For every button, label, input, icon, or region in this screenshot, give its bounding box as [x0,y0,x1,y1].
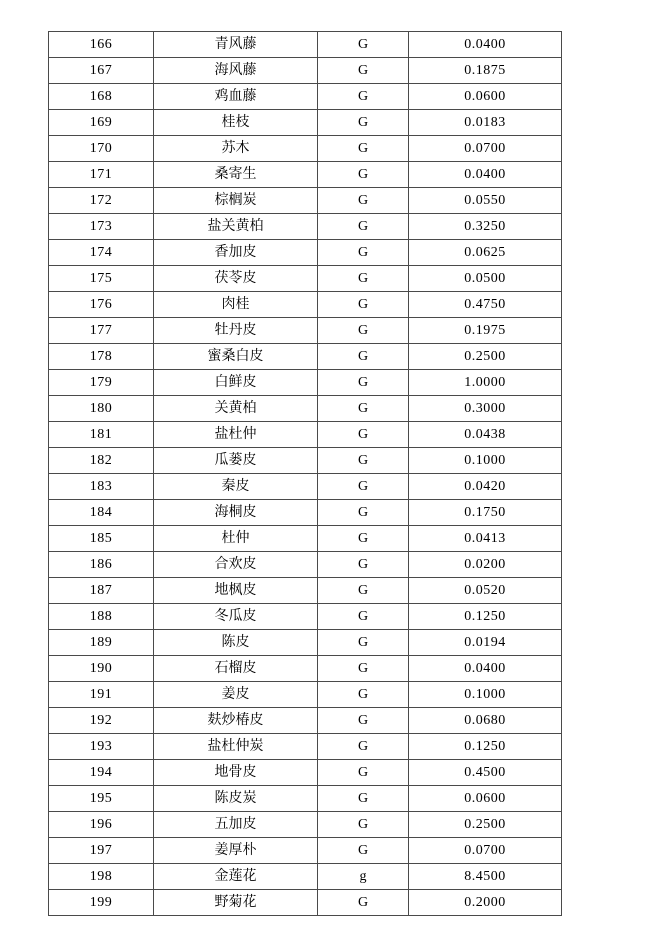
row-herb-name: 地骨皮 [154,760,318,786]
table-row [49,474,562,500]
row-unit: G [318,344,409,370]
row-unit: G [318,422,409,448]
row-value: 0.0600 [409,84,562,110]
row-index: 188 [49,604,154,630]
row-value: 0.1250 [409,604,562,630]
row-herb-name: 地枫皮 [154,578,318,604]
row-unit: G [318,838,409,864]
table-row [49,578,562,604]
herb-price-table [48,31,562,916]
row-value: 0.3250 [409,214,562,240]
table-row [49,786,562,812]
table-row [49,214,562,240]
row-unit: G [318,110,409,136]
row-index: 172 [49,188,154,214]
row-index: 168 [49,84,154,110]
row-value: 0.2000 [409,890,562,916]
row-value: 0.0520 [409,578,562,604]
row-herb-name: 秦皮 [154,474,318,500]
row-unit: G [318,32,409,58]
table-row [49,890,562,916]
row-unit: G [318,630,409,656]
row-herb-name: 关黄柏 [154,396,318,422]
row-index: 176 [49,292,154,318]
row-herb-name: 鸡血藤 [154,84,318,110]
row-index: 175 [49,266,154,292]
row-value: 0.0400 [409,656,562,682]
row-index: 178 [49,344,154,370]
row-herb-name: 瓜蒌皮 [154,448,318,474]
table-row [49,838,562,864]
table-row [49,552,562,578]
row-value: 0.1000 [409,448,562,474]
row-herb-name: 茯苓皮 [154,266,318,292]
row-herb-name: 杜仲 [154,526,318,552]
row-value: 0.4500 [409,760,562,786]
row-index: 173 [49,214,154,240]
row-value: 0.2500 [409,812,562,838]
row-value: 8.4500 [409,864,562,890]
row-unit: G [318,552,409,578]
row-herb-name: 海风藤 [154,58,318,84]
row-unit: G [318,240,409,266]
row-unit: G [318,474,409,500]
row-unit: G [318,604,409,630]
row-unit: G [318,266,409,292]
row-index: 192 [49,708,154,734]
row-index: 187 [49,578,154,604]
row-value: 0.2500 [409,344,562,370]
row-index: 199 [49,890,154,916]
table-row [49,708,562,734]
row-index: 167 [49,58,154,84]
table-row [49,760,562,786]
table-row [49,396,562,422]
row-unit: G [318,526,409,552]
row-value: 0.1750 [409,500,562,526]
row-unit: G [318,162,409,188]
row-herb-name: 盐杜仲炭 [154,734,318,760]
row-herb-name: 姜厚朴 [154,838,318,864]
row-index: 169 [49,110,154,136]
row-herb-name: 牡丹皮 [154,318,318,344]
row-herb-name: 桑寄生 [154,162,318,188]
row-index: 185 [49,526,154,552]
row-unit: G [318,890,409,916]
row-index: 170 [49,136,154,162]
row-herb-name: 金莲花 [154,864,318,890]
table-row [49,136,562,162]
row-herb-name: 合欢皮 [154,552,318,578]
row-herb-name: 麸炒椿皮 [154,708,318,734]
row-herb-name: 野菊花 [154,890,318,916]
row-index: 183 [49,474,154,500]
row-index: 197 [49,838,154,864]
table-row [49,318,562,344]
row-unit: G [318,656,409,682]
row-herb-name: 肉桂 [154,292,318,318]
row-index: 186 [49,552,154,578]
row-value: 0.0400 [409,32,562,58]
row-index: 174 [49,240,154,266]
row-index: 191 [49,682,154,708]
row-value: 0.0194 [409,630,562,656]
row-herb-name: 海桐皮 [154,500,318,526]
row-index: 184 [49,500,154,526]
row-value: 0.1250 [409,734,562,760]
row-value: 0.0680 [409,708,562,734]
row-index: 198 [49,864,154,890]
table-row [49,604,562,630]
row-herb-name: 蜜桑白皮 [154,344,318,370]
row-value: 0.0438 [409,422,562,448]
row-value: 0.0600 [409,786,562,812]
table-row [49,240,562,266]
table-row [49,110,562,136]
table-row [49,422,562,448]
row-unit: G [318,292,409,318]
table-row [49,500,562,526]
row-value: 0.1975 [409,318,562,344]
row-unit: G [318,214,409,240]
row-unit: G [318,578,409,604]
table-row [49,32,562,58]
table-row [49,188,562,214]
table-row [49,58,562,84]
row-herb-name: 姜皮 [154,682,318,708]
row-value: 0.3000 [409,396,562,422]
row-value: 0.0183 [409,110,562,136]
row-herb-name: 石榴皮 [154,656,318,682]
row-value: 0.0200 [409,552,562,578]
table-row [49,630,562,656]
table-row [49,864,562,890]
row-herb-name: 苏木 [154,136,318,162]
row-index: 171 [49,162,154,188]
row-unit: G [318,188,409,214]
row-index: 182 [49,448,154,474]
row-value: 0.0700 [409,838,562,864]
table-row [49,266,562,292]
row-index: 193 [49,734,154,760]
row-index: 196 [49,812,154,838]
row-value: 0.0400 [409,162,562,188]
row-herb-name: 五加皮 [154,812,318,838]
row-value: 0.1000 [409,682,562,708]
table-row [49,344,562,370]
herb-price-table-body [49,32,562,916]
row-value: 0.1875 [409,58,562,84]
row-value: 0.0700 [409,136,562,162]
table-row [49,370,562,396]
row-unit: G [318,318,409,344]
row-value: 0.0550 [409,188,562,214]
row-index: 190 [49,656,154,682]
row-value: 0.0420 [409,474,562,500]
row-unit: G [318,448,409,474]
table-row [49,292,562,318]
row-value: 0.4750 [409,292,562,318]
row-unit: G [318,682,409,708]
row-unit: G [318,84,409,110]
row-herb-name: 桂枝 [154,110,318,136]
row-index: 181 [49,422,154,448]
row-index: 166 [49,32,154,58]
row-unit: G [318,786,409,812]
table-row [49,682,562,708]
row-value: 0.0625 [409,240,562,266]
row-index: 179 [49,370,154,396]
table-row [49,734,562,760]
table-row [49,526,562,552]
row-index: 189 [49,630,154,656]
row-herb-name: 棕榈炭 [154,188,318,214]
row-herb-name: 盐杜仲 [154,422,318,448]
row-value: 1.0000 [409,370,562,396]
row-value: 0.0500 [409,266,562,292]
row-unit: G [318,760,409,786]
table-row [49,162,562,188]
row-herb-name: 陈皮 [154,630,318,656]
row-unit: G [318,58,409,84]
row-unit: G [318,734,409,760]
row-unit: G [318,500,409,526]
row-herb-name: 香加皮 [154,240,318,266]
table-row [49,656,562,682]
row-index: 195 [49,786,154,812]
table-row [49,84,562,110]
row-unit: g [318,864,409,890]
row-herb-name: 盐关黄柏 [154,214,318,240]
row-value: 0.0413 [409,526,562,552]
row-index: 177 [49,318,154,344]
table-row [49,812,562,838]
table-row [49,448,562,474]
row-herb-name: 陈皮炭 [154,786,318,812]
row-index: 194 [49,760,154,786]
row-unit: G [318,812,409,838]
row-herb-name: 青风藤 [154,32,318,58]
row-unit: G [318,708,409,734]
row-herb-name: 白鲜皮 [154,370,318,396]
row-unit: G [318,136,409,162]
row-herb-name: 冬瓜皮 [154,604,318,630]
row-unit: G [318,370,409,396]
row-index: 180 [49,396,154,422]
row-unit: G [318,396,409,422]
